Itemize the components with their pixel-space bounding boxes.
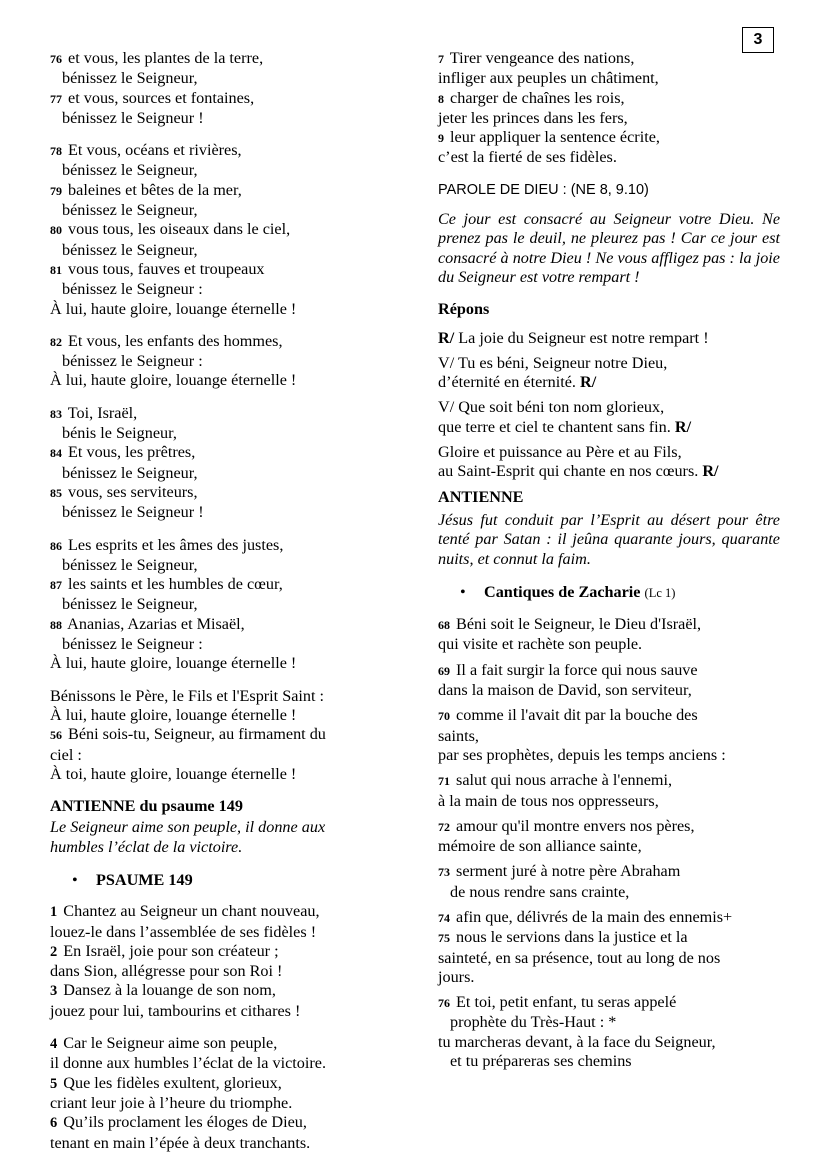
- verse-text: bénissez le Seigneur,: [62, 595, 198, 614]
- verse-line: [438, 837, 780, 856]
- response-marker: R/: [438, 328, 455, 347]
- verse-number: 72: [438, 819, 450, 834]
- verse-text: La joie du Seigneur est notre rempart !: [454, 328, 709, 347]
- verse-number: 83: [50, 406, 62, 421]
- verse-line: [50, 300, 368, 319]
- verse-line: [50, 260, 368, 280]
- verse-line: [50, 725, 368, 745]
- verse-text: mémoire de son alliance sainte,: [438, 837, 642, 856]
- verse-line: [50, 556, 368, 575]
- verse-text: et vous, les plantes de la terre,: [68, 49, 264, 67]
- verse-line: [50, 1074, 368, 1094]
- verse-number: 86: [50, 538, 62, 553]
- verse-line: [50, 536, 368, 556]
- verse-line: [438, 148, 780, 167]
- verse-text: charger de chaînes les rois,: [450, 88, 625, 107]
- verse-text: d’éternité en éternité.: [438, 373, 581, 392]
- verse-number: 1: [50, 904, 58, 921]
- verse-number: 80: [50, 223, 62, 238]
- parole-ref: (NE 8, 9.10): [570, 181, 649, 198]
- verse-text: afin que, délivrés de la main des ennemis+: [456, 907, 733, 926]
- verse-line: [438, 993, 780, 1013]
- verse-text: ciel :: [50, 745, 82, 764]
- verse-text: À lui, haute gloire, louange éternelle !: [50, 299, 297, 318]
- verse-line: [438, 706, 780, 726]
- verse-line: [50, 424, 368, 443]
- verse-text: À toi, haute gloire, louange éternelle !: [50, 764, 297, 783]
- verse-line: [438, 817, 780, 837]
- verse-text: criant leur joie à l’heure du triomphe.: [50, 1093, 293, 1112]
- verse-number: 74: [438, 910, 450, 925]
- right-column: [438, 49, 780, 1077]
- verse-text: tenant en main l’épée à deux tranchants.: [50, 1133, 311, 1152]
- stanza: [50, 687, 368, 784]
- verse-text: vous tous, fauves et troupeaux: [68, 259, 265, 278]
- verse-text: bénis le Seigneur,: [62, 424, 177, 443]
- stanza: [438, 398, 780, 437]
- psaume-149-stanzas: [50, 902, 368, 1153]
- verse-line: [438, 49, 780, 69]
- verse-text: bénissez le Seigneur,: [62, 69, 198, 88]
- verse-text: infliger aux peuples un châtiment,: [438, 69, 659, 88]
- verse-number: 6: [50, 1115, 58, 1132]
- verse-line: [438, 746, 780, 765]
- stanza: [50, 902, 368, 1021]
- verse-text: À lui, haute gloire, louange éternelle !: [50, 705, 297, 724]
- verse-line: [50, 49, 368, 69]
- repons-block: [438, 329, 780, 482]
- verse-text: Gloire et puissance au Père et au Fils,: [438, 443, 682, 462]
- stanza: [50, 536, 368, 674]
- verse-text: bénissez le Seigneur !: [62, 108, 204, 127]
- verse-text: louez-le dans l’assemblée de ses fidèles !: [50, 922, 317, 941]
- verse-text: sainteté, en sa présence, tout au long de nos: [438, 948, 721, 967]
- verse-text: Tirer vengeance des nations,: [449, 49, 635, 67]
- verse-line: [50, 687, 368, 706]
- verse-line: [50, 89, 368, 109]
- verse-line: [50, 443, 368, 463]
- verse-line: [438, 908, 780, 928]
- response-marker: R/: [580, 373, 597, 392]
- cantique-title: Cantiques de Zacharie: [484, 582, 641, 601]
- stanza: [50, 141, 368, 319]
- verse-line: [50, 575, 368, 595]
- verse-line: [50, 1134, 368, 1153]
- verse-line: [438, 69, 780, 88]
- verse-text: jeter les princes dans les fers,: [438, 108, 628, 127]
- verse-text: et tu prépareras ses chemins: [450, 1052, 632, 1071]
- verse-text: Et vous, océans et rivières,: [68, 141, 242, 160]
- parole-label: PAROLE DE DIEU :: [438, 181, 567, 198]
- verse-text: c’est la fierté de ses fidèles.: [438, 148, 617, 167]
- verse-number: 81: [50, 262, 62, 277]
- verse-text: Et vous, les enfants des hommes,: [68, 331, 283, 350]
- parole-de-dieu-heading: [438, 181, 780, 200]
- verse-number: 88: [50, 617, 62, 632]
- verse-line: [50, 902, 368, 922]
- stanza: [438, 329, 780, 348]
- cantique-ref: (Lc 1): [644, 585, 676, 600]
- stanza: [50, 332, 368, 391]
- verse-line: [50, 201, 368, 220]
- verse-text: dans la maison de David, son serviteur,: [438, 681, 692, 700]
- verse-text: de nous rendre sans crainte,: [450, 882, 630, 901]
- verse-number: 8: [438, 91, 444, 106]
- verse-number: 69: [438, 663, 450, 678]
- verse-number: 2: [50, 943, 58, 960]
- verse-line: [50, 962, 368, 981]
- verse-line: [50, 464, 368, 483]
- psaume-title: PSAUME 149: [96, 870, 193, 889]
- verse-line: [50, 352, 368, 371]
- verse-line: [438, 354, 780, 373]
- verse-text: par ses prophètes, depuis les temps anciens :: [438, 745, 726, 764]
- verse-text: Toi, Israël,: [67, 403, 138, 422]
- psaume-149-continuation: [438, 49, 780, 168]
- verse-line: [438, 1033, 780, 1052]
- verse-text: bénissez le Seigneur !: [62, 503, 204, 522]
- verse-line: [50, 746, 368, 765]
- verse-text: saints,: [438, 726, 479, 745]
- verse-line: [438, 771, 780, 791]
- verse-line: [438, 373, 780, 392]
- verse-text: À lui, haute gloire, louange éternelle !: [50, 371, 297, 390]
- verse-line: [50, 161, 368, 180]
- verse-line: [50, 109, 368, 128]
- antienne-psaume-text: [50, 818, 368, 857]
- verse-text: qui visite et rachète son peuple.: [438, 635, 643, 654]
- verse-line: [438, 462, 780, 481]
- verse-number: 9: [438, 131, 444, 146]
- verse-line: [50, 483, 368, 503]
- verse-line: [438, 329, 780, 348]
- verse-number: 85: [50, 485, 62, 500]
- response-marker: R/: [702, 462, 719, 481]
- stanza: [438, 443, 780, 482]
- verse-number: 7: [438, 52, 444, 66]
- verse-text: vous, ses serviteurs,: [68, 482, 198, 501]
- verse-text: Et toi, petit enfant, tu seras appelé: [456, 993, 677, 1012]
- verse-text: prophète du Très-Haut : *: [450, 1013, 617, 1032]
- left-column: [50, 49, 368, 1166]
- verse-line: [50, 220, 368, 240]
- verse-line: [50, 1034, 368, 1054]
- verse-line: [50, 503, 368, 522]
- verse-line: [438, 968, 780, 987]
- verse-line: [50, 141, 368, 161]
- verse-text: V/ Tu es béni, Seigneur notre Dieu,: [438, 353, 668, 372]
- verse-line: [438, 727, 780, 746]
- verse-line: [50, 595, 368, 614]
- verse-number: 78: [50, 144, 62, 159]
- verse-number: 77: [50, 91, 62, 106]
- verse-line: [438, 792, 780, 811]
- verse-line: [438, 635, 780, 654]
- verse-number: 70: [438, 709, 450, 724]
- response-marker: R/: [674, 417, 692, 436]
- verse-line: [50, 1002, 368, 1021]
- verse-number: 5: [50, 1075, 58, 1092]
- verse-text: bénissez le Seigneur,: [62, 161, 198, 180]
- stanza: [438, 908, 780, 987]
- verse-text: comme il l'avait dit par la bouche des: [456, 706, 698, 725]
- page-number: 3: [742, 27, 774, 53]
- verse-text: jours.: [438, 967, 475, 986]
- verse-text: au Saint-Esprit qui chante en nos cœurs.: [438, 462, 703, 481]
- verse-number: 76: [50, 52, 62, 66]
- verse-line: [50, 404, 368, 424]
- verse-text: Qu’ils proclament les éloges de Dieu,: [63, 1113, 307, 1132]
- verse-text: amour qu'il montre envers nos pères,: [456, 816, 695, 835]
- antienne-heading: ANTIENNE: [438, 487, 524, 506]
- stanza: [438, 706, 780, 765]
- bullet-icon: •: [72, 870, 78, 889]
- verse-text: il donne aux humbles l’éclat de la victoire.: [50, 1054, 326, 1073]
- stanza: [438, 615, 780, 655]
- verse-number: 4: [50, 1036, 58, 1053]
- verse-text: Béni sois-tu, Seigneur, au firmament du: [68, 725, 326, 744]
- verse-number: 76: [438, 996, 450, 1011]
- stanza: [50, 49, 368, 128]
- antienne-psaume-149: [50, 797, 368, 857]
- verse-line: [438, 615, 780, 635]
- parole-text: Ce jour est consacré au Seigneur votre Dieu. Ne prenez pas le deuil, ne pleurez pas ! Car ce jour est consacré à notre Dieu ! Ne vous affligez pas : la joie du Seigneur est votre rempart !: [438, 210, 780, 286]
- verse-line: [50, 1113, 368, 1133]
- verse-text: bénissez le Seigneur,: [62, 240, 198, 259]
- verse-text: vous tous, les oiseaux dans le ciel,: [68, 220, 291, 239]
- verse-number: 82: [50, 334, 62, 349]
- verse-line: [50, 181, 368, 201]
- verse-line: [50, 615, 368, 635]
- verse-line: [50, 69, 368, 88]
- verse-line: [438, 109, 780, 128]
- verse-number: 84: [50, 446, 62, 461]
- verse-text: bénissez le Seigneur,: [62, 463, 198, 482]
- verse-text: bénissez le Seigneur :: [62, 280, 203, 299]
- verse-text: En Israël, joie pour son créateur ;: [63, 941, 279, 960]
- verse-line: [438, 1052, 780, 1071]
- verse-line: [438, 681, 780, 700]
- verse-line: [438, 661, 780, 681]
- verse-line: [438, 1013, 780, 1032]
- antienne-text: Jésus fut conduit par l’Esprit au désert pour être tenté par Satan : il jeûna quarante jours, quarante nuits, et connut la faim.: [438, 510, 780, 568]
- verse-text: bénissez le Seigneur,: [62, 201, 198, 220]
- stanza: [438, 661, 780, 701]
- verse-number: 3: [50, 983, 58, 1000]
- verse-text: et vous, sources et fontaines,: [68, 88, 255, 107]
- verse-line: [50, 332, 368, 352]
- verse-line: [50, 371, 368, 390]
- bullet-icon: •: [460, 582, 466, 601]
- verse-line: [438, 928, 780, 948]
- verse-number: 56: [50, 728, 62, 743]
- verse-line: [438, 128, 780, 148]
- stanza: [50, 1034, 368, 1153]
- verse-text: tu marcheras devant, à la face du Seigneur,: [438, 1032, 716, 1051]
- verse-text: Béni soit le Seigneur, le Dieu d'Israël,: [456, 615, 702, 634]
- canticle-daniel-stanzas: [50, 49, 368, 784]
- verse-line: [438, 89, 780, 109]
- verse-text: nous le servions dans la justice et la: [456, 928, 688, 947]
- verse-line: [438, 398, 780, 417]
- verse-line: [50, 1054, 368, 1073]
- stanza: [438, 771, 780, 811]
- stanza: [438, 862, 780, 902]
- verse-text: jouez pour lui, tambourins et cithares !: [50, 1001, 301, 1020]
- antienne-line: Le Seigneur aime son peuple, il donne aux: [50, 818, 326, 837]
- verse-text: Bénissons le Père, le Fils et l'Esprit Saint :: [50, 686, 325, 705]
- verse-line: [50, 280, 368, 299]
- verse-number: 68: [438, 618, 450, 633]
- repons-heading: Répons: [438, 300, 490, 319]
- verse-text: À lui, haute gloire, louange éternelle !: [50, 654, 297, 673]
- verse-line: [50, 981, 368, 1001]
- cantique-heading: [438, 583, 780, 603]
- verse-line: [50, 635, 368, 654]
- verse-text: Les esprits et les âmes des justes,: [68, 535, 284, 554]
- verse-number: 87: [50, 578, 62, 593]
- verse-text: V/ Que soit béni ton nom glorieux,: [438, 398, 665, 417]
- verse-text: à la main de tous nos oppresseurs,: [438, 791, 659, 810]
- stanza: [50, 404, 368, 523]
- verse-number: 75: [438, 931, 450, 946]
- verse-text: Chantez au Seigneur un chant nouveau,: [63, 902, 320, 921]
- verse-text: bénissez le Seigneur :: [62, 635, 203, 654]
- verse-line: [50, 706, 368, 725]
- verse-text: baleines et bêtes de la mer,: [68, 180, 242, 199]
- verse-text: bénissez le Seigneur :: [62, 352, 203, 371]
- verse-line: [438, 418, 780, 437]
- stanza: [438, 993, 780, 1071]
- stanza: [438, 354, 780, 393]
- verse-line: [50, 654, 368, 673]
- verse-line: [50, 765, 368, 784]
- antienne-line: humbles l’éclat de la victoire.: [50, 837, 243, 856]
- verse-text: Que les fidèles exultent, glorieux,: [63, 1073, 282, 1092]
- verse-line: [50, 942, 368, 962]
- verse-number: 79: [50, 183, 62, 198]
- psaume-heading: [50, 871, 368, 890]
- verse-text: Il a fait surgir la force qui nous sauve: [456, 660, 698, 679]
- verse-line: [50, 1094, 368, 1113]
- verse-text: Dansez à la louange de son nom,: [63, 981, 276, 1000]
- verse-text: salut qui nous arrache à l'ennemi,: [456, 771, 673, 790]
- verse-text: dans Sion, allégresse pour son Roi !: [50, 962, 283, 981]
- verse-line: [438, 443, 780, 462]
- verse-text: Ananias, Azarias et Misaël,: [67, 614, 245, 633]
- verse-text: leur appliquer la sentence écrite,: [450, 128, 660, 147]
- verse-text: bénissez le Seigneur,: [62, 555, 198, 574]
- antienne-psaume-heading: ANTIENNE du psaume 149: [50, 797, 243, 816]
- verse-text: Car le Seigneur aime son peuple,: [63, 1034, 278, 1053]
- verse-line: [50, 923, 368, 942]
- stanza: [438, 817, 780, 857]
- verse-number: 71: [438, 774, 450, 789]
- verse-text: serment juré à notre père Abraham: [456, 862, 681, 881]
- verse-text: Et vous, les prêtres,: [68, 443, 196, 462]
- verse-line: [438, 862, 780, 882]
- verse-number: 73: [438, 865, 450, 880]
- verse-line: [438, 949, 780, 968]
- verse-line: [50, 241, 368, 260]
- verse-line: [438, 883, 780, 902]
- verse-text: que terre et ciel te chantent sans fin.: [438, 417, 675, 436]
- cantique-zacharie-stanzas: [438, 615, 780, 1071]
- verse-text: les saints et les humbles de cœur,: [68, 575, 283, 594]
